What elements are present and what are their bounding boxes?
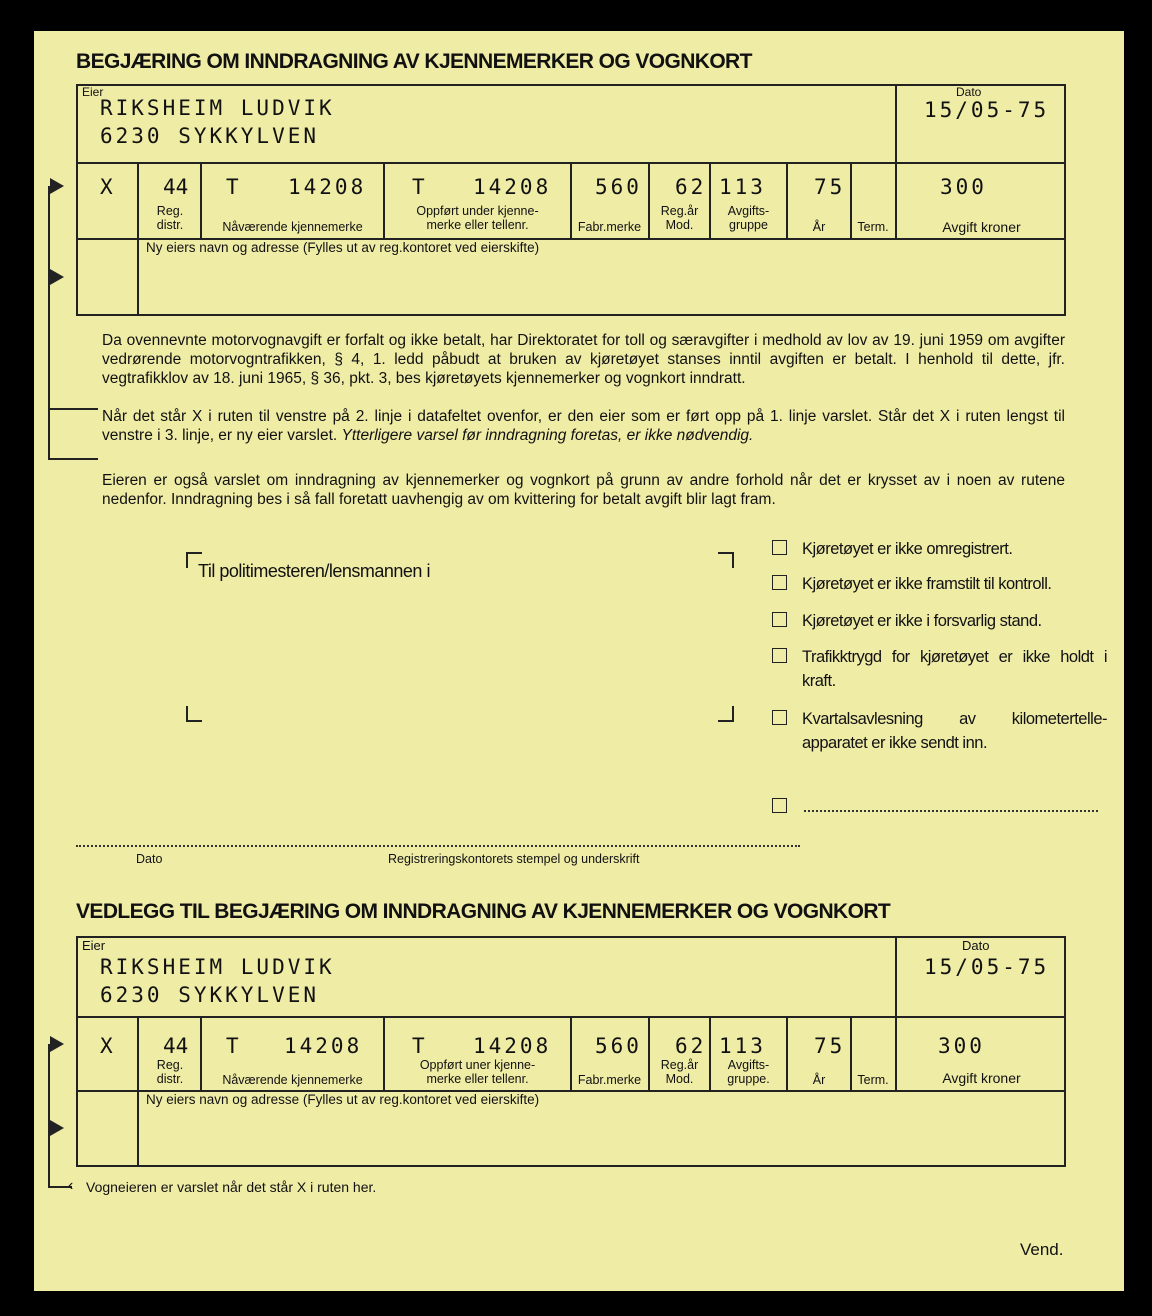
pointer-arrow-icon	[50, 178, 64, 194]
plate-prefix: T	[226, 1034, 239, 1058]
bracket-line	[48, 408, 98, 410]
bracket-line	[48, 280, 50, 460]
reg-distr-value: 44	[163, 1034, 189, 1058]
term-label: Term.	[857, 220, 889, 234]
fabr-label: Fabr.merke	[577, 1073, 642, 1087]
owner-label: Eier	[82, 85, 104, 99]
avgift-value: 300	[940, 175, 987, 199]
pointer-arrow-icon	[50, 1120, 64, 1136]
form1-title: BEGJÆRING OM INNDRAGNING AV KJENNEMERKER OG VOGNKORT	[76, 50, 752, 73]
checkbox-square[interactable]	[772, 798, 787, 813]
fabr-value: 560	[595, 175, 642, 199]
new-owner-label: Ny eiers navn og adresse (Fylles ut av reg.kontoret ved eierskifte)	[146, 1092, 540, 1107]
divider	[895, 936, 897, 1090]
signature-line[interactable]	[76, 845, 800, 847]
date-value: 15/05-75	[924, 98, 1050, 122]
reg-ar-value: 62	[675, 1034, 707, 1058]
ar-value: 75	[814, 1034, 846, 1058]
address-window-label: Til politimesteren/lensmannen i	[198, 561, 430, 581]
date-label: Dato	[956, 85, 982, 99]
paragraph-other: Eieren er også varslet om inndragning av kjennemerker og vognkort på grunn av andre forhold når det er krysset av i noen av rutene nedenfor. Inndragning bes i så fall foretatt uavhengig av om kvittering for betalt avgift blir lagt fram.	[102, 472, 1065, 508]
owner-name: RIKSHEIM LUDVIK	[100, 955, 335, 979]
other-reason-line[interactable]	[804, 810, 1098, 812]
footnote: Vogneieren er varslet når det står X i ruten her.	[86, 1179, 377, 1195]
bracket-line	[48, 1044, 50, 1188]
checkbox-not-reregistered[interactable]: Kjøretøyet er ikke omregistrert.	[772, 537, 1107, 561]
reg-distr-label: Reg. distr.	[156, 204, 184, 232]
plate-prefix: T	[226, 175, 239, 199]
new-owner-label: Ny eiers navn og adresse (Fylles ut av reg.kontoret ved eierskifte)	[146, 240, 540, 255]
current-plate-label: Nåværende kjennemerke	[222, 220, 363, 234]
checkbox-square[interactable]	[772, 648, 787, 663]
reg-distr-label: Reg. distr.	[156, 1058, 184, 1086]
pointer-arrow-icon	[50, 1036, 64, 1052]
divider	[137, 1016, 139, 1167]
signature-stamp-label: Registreringskontorets stempel og underskrift	[388, 852, 640, 866]
avgiftsgruppe-value: 113	[719, 175, 766, 199]
form2-title: VEDLEGG TIL BEGJÆRING OM INNDRAGNING AV KJENNEMERKER OG VOGNKORT	[76, 900, 891, 923]
checkbox-odometer[interactable]: Kvartalsavlesning av kilometertelle-apparatet er ikke sendt inn.	[772, 707, 1107, 755]
term-label: Term.	[857, 1073, 889, 1087]
checkbox-not-roadworthy[interactable]: Kjøretøyet er ikke i forsvarlig stand.	[772, 609, 1107, 633]
footnote-arrow-icon: ‹	[68, 1177, 74, 1194]
owner-address: 6230 SYKKYLVEN	[100, 124, 320, 148]
listed-prefix: T	[412, 1034, 425, 1058]
current-plate-label: Nåværende kjennemerke	[222, 1073, 363, 1087]
listed-prefix: T	[412, 175, 425, 199]
fabr-value: 560	[595, 1034, 642, 1058]
reg-distr-value: 44	[163, 175, 189, 199]
paragraph-legal: Da ovennevnte motorvognavgift er forfalt og ikke betalt, har Direktoratet for toll og særavgifter i medhold av lov av 19. juni 1959 om avgifter vedrørende motorvogntrafikken, § 4, 1. ledd påbudt at bruken av kjøretøyet stanses inntil avgiften er betalt. I henhold til dette, jfr. vegtrafikklov av 18. juni 1965, § 36, pkt. 3, bes kjøretøyets kjennemerker og vognkort inndratt.	[102, 332, 1065, 387]
checkbox-no-insurance[interactable]: Trafikktrygd for kjøretøyet er ikke holdt i kraft.	[772, 645, 1107, 693]
date-value: 15/05-75	[924, 955, 1050, 979]
ar-label: År	[812, 220, 826, 234]
checkbox-square[interactable]	[772, 540, 787, 555]
avgift-label: Avgift kroner	[942, 1070, 1021, 1086]
listed-label: Oppført uner kjenne- merke eller tellenr.	[419, 1058, 536, 1086]
mark-x: X	[100, 1034, 113, 1058]
pointer-arrow-icon	[50, 269, 64, 285]
avgiftsgruppe-label: Avgifts- gruppe	[727, 204, 770, 232]
listed-number: 14208	[473, 1034, 552, 1058]
mark-x: X	[100, 175, 113, 199]
divider	[895, 84, 897, 238]
owner-address: 6230 SYKKYLVEN	[100, 983, 320, 1007]
checkbox-not-inspected[interactable]: Kjøretøyet er ikke framstilt til kontroll.	[772, 572, 1107, 596]
owner-name: RIKSHEIM LUDVIK	[100, 96, 335, 120]
paragraph-notice: Når det står X i ruten til venstre på 2. linje i datafeltet ovenfor, er den eier som er ført opp på 1. linje varslet. Står det X i ruten lengst til venstre i 3. linje, er ny eier varslet. Ytterligere varsel før inndragning foretas, er ikke nødvendig.	[102, 408, 1065, 444]
window-corner	[186, 706, 202, 722]
ar-value: 75	[814, 175, 846, 199]
avgiftsgruppe-label: Avgifts- gruppe.	[727, 1058, 770, 1086]
ar-label: År	[812, 1073, 826, 1087]
avgiftsgruppe-value: 113	[719, 1034, 766, 1058]
vend-label: Vend.	[1020, 1240, 1064, 1259]
window-corner	[718, 552, 734, 568]
window-corner	[718, 706, 734, 722]
fabr-label: Fabr.merke	[577, 220, 642, 234]
checkbox-square[interactable]	[772, 575, 787, 590]
plate-number: 14208	[288, 175, 367, 199]
plate-number: 14208	[284, 1034, 363, 1058]
divider	[137, 162, 139, 316]
reg-ar-value: 62	[675, 175, 707, 199]
paragraph-notice-italic: Ytterligere varsel før inndragning foretas, er ikke nødvendig.	[341, 427, 754, 444]
reg-ar-label: Reg.år Mod.	[660, 204, 699, 232]
checkbox-square[interactable]	[772, 612, 787, 627]
listed-label: Oppført under kjenne- merke eller tellenr.	[416, 204, 539, 232]
checkbox-square[interactable]	[772, 710, 787, 725]
signature-date-label: Dato	[136, 852, 163, 866]
avgift-label: Avgift kroner	[942, 219, 1021, 235]
reg-ar-label: Reg.år Mod.	[660, 1058, 699, 1086]
bracket-line	[48, 458, 98, 460]
owner-label: Eier	[82, 938, 106, 953]
avgift-value: 300	[938, 1034, 985, 1058]
date-label: Dato	[962, 938, 990, 953]
listed-number: 14208	[473, 175, 552, 199]
